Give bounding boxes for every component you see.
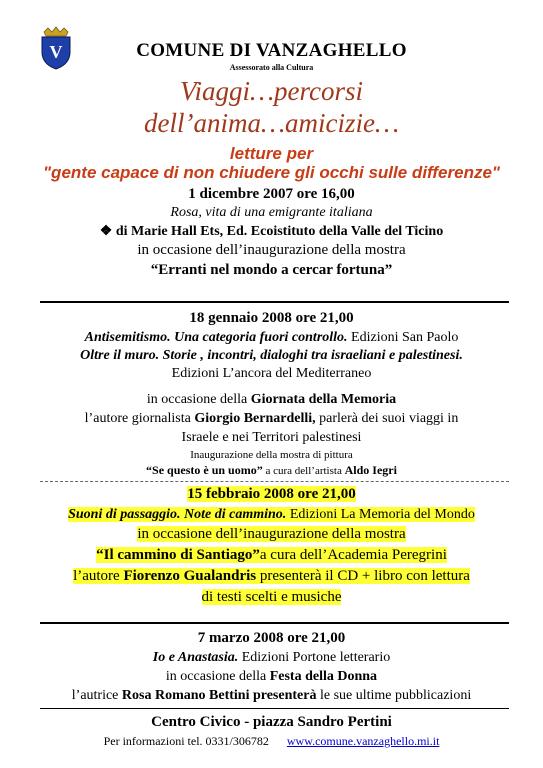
event2-book2-pub: Edizioni L’ancora del Mediterraneo bbox=[171, 366, 372, 381]
footer-info bbox=[0, 734, 543, 749]
event1-occasion: in occasione dell’inaugurazione della mostra bbox=[137, 242, 406, 258]
event2-book1-title: Antisemitismo. Una categoria fuori controllo. bbox=[84, 330, 348, 345]
event1-author-line bbox=[0, 223, 543, 240]
event2-artista: Aldo Iegri bbox=[344, 463, 397, 477]
event3-occasion-text: in occasione dell’inaugurazione della mostra bbox=[137, 526, 406, 542]
divider bbox=[40, 622, 509, 624]
divider bbox=[40, 301, 509, 303]
footer-venue: Centro Civico - piazza Sandro Pertini bbox=[151, 714, 392, 730]
event3-author bbox=[0, 568, 543, 585]
divider bbox=[40, 708, 509, 709]
assessorato: Assessorato alla Cultura bbox=[229, 63, 314, 72]
event2-author-line2: Israele e nei Territori palestinesi bbox=[181, 430, 362, 445]
event4-author-post: le sue ultime pubblicazioni bbox=[316, 688, 472, 703]
event3-book bbox=[0, 507, 543, 523]
event1-author: di Marie Hall Ets, Ed. Ecoistituto della Valle del Ticino bbox=[115, 224, 444, 239]
event3-author-pre: l’autore bbox=[73, 568, 124, 584]
event2-book1-pub: Edizioni San Paolo bbox=[347, 330, 459, 345]
event3-pub: Edizioni La Memoria del Mondo bbox=[286, 507, 475, 522]
event2-inaugurazione: Inaugurazione della mostra di pittura bbox=[190, 449, 353, 461]
event3-line4 bbox=[0, 589, 543, 606]
event4-occasion-pre: in occasione della bbox=[165, 669, 270, 684]
event3-date-text: 15 febbraio 2008 ore 21,00 bbox=[187, 486, 356, 502]
diamond-bullet-icon: ❖ bbox=[99, 224, 113, 239]
event4-occasion-name: Festa della Donna bbox=[269, 669, 378, 684]
event2-mostra-title: “Se questo è un uomo” bbox=[146, 463, 263, 477]
event3-date bbox=[0, 486, 543, 503]
event1-book: Rosa, vita di una emigrante italiana bbox=[170, 205, 373, 220]
event2-author bbox=[0, 411, 543, 427]
comune-name: COMUNE DI VANZAGHELLO bbox=[136, 40, 407, 61]
title-line-1: Viaggi…percorsi bbox=[180, 76, 363, 106]
event2-book1 bbox=[0, 330, 543, 346]
event2-occasion-pre: in occasione della bbox=[146, 392, 251, 407]
event3-mostra-title: “Il cammino di Santiago” bbox=[96, 547, 260, 563]
event4-pub: Edizioni Portone letterario bbox=[238, 650, 391, 665]
title-line-2: dell’anima…amicizie… bbox=[144, 108, 399, 138]
event2-author-name: Giorgio Bernardelli, bbox=[194, 411, 316, 426]
event2-book2-title: Oltre il muro. Storie , incontri, dialoghi tra israeliani e palestinesi. bbox=[80, 348, 463, 363]
event2-mostra bbox=[0, 463, 543, 478]
footer-phone: Per informazioni tel. 0331/306782 bbox=[103, 734, 269, 748]
event3-mostra bbox=[0, 547, 543, 564]
event2-date: 18 gennaio 2008 ore 21,00 bbox=[189, 310, 354, 326]
event2-author-post: parlerà dei suoi viaggi in bbox=[315, 411, 459, 426]
event4-occasion bbox=[0, 669, 543, 685]
event4-author-pre: l’autrice bbox=[71, 688, 122, 703]
event4-author-name: Rosa Romano Bettini presenterà bbox=[121, 688, 317, 703]
event1-date: 1 dicembre 2007 ore 16,00 bbox=[188, 186, 355, 202]
event4-date: 7 marzo 2008 ore 21,00 bbox=[197, 630, 346, 646]
event3-line4-text: di testi scelti e musiche bbox=[201, 589, 342, 605]
event3-book-title: Suoni di passaggio. Note di cammino. bbox=[68, 507, 287, 522]
svg-text:V: V bbox=[49, 42, 63, 62]
event4-author bbox=[0, 688, 543, 704]
event2-occasion bbox=[0, 392, 543, 408]
event3-occasion bbox=[0, 526, 543, 543]
event4-book-title: Io e Anastasia. bbox=[152, 650, 239, 665]
event3-author-name: Fiorenzo Gualandris bbox=[123, 568, 257, 584]
event1-mostra: “Erranti nel mondo a cercar fortuna” bbox=[150, 262, 393, 278]
event2-occasion-name: Giornata della Memoria bbox=[250, 392, 397, 407]
event3-author-post: presenterà il CD + libro con lettura bbox=[256, 568, 470, 584]
subtitle-line-1: letture per bbox=[229, 144, 314, 163]
event2-mostra-mid: a cura dell’artista bbox=[262, 465, 345, 477]
event3-mostra-post: a cura dell’Academia Peregrini bbox=[259, 547, 447, 563]
footer-website-link[interactable]: www.comune.vanzaghello.mi.it bbox=[286, 734, 440, 748]
event2-author-pre: l’autore giornalista bbox=[84, 411, 195, 426]
subtitle-line-2: "gente capace di non chiudere gli occhi sulle differenze" bbox=[43, 163, 500, 182]
event4-book bbox=[0, 650, 543, 666]
divider-dashed bbox=[40, 481, 509, 482]
